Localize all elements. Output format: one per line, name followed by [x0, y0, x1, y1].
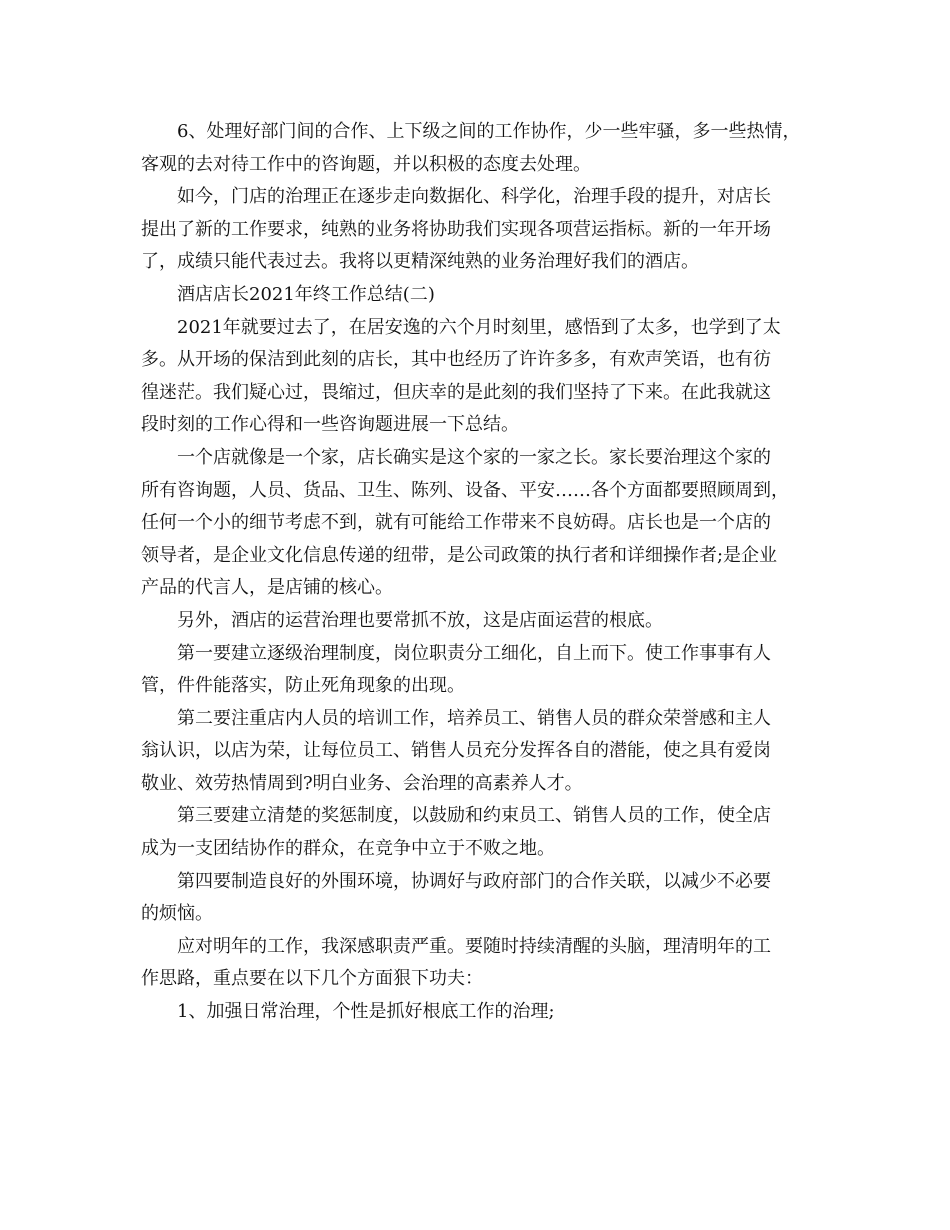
text-line: 成为一支团结协作的群众，在竞争中立于不败之地。	[141, 838, 555, 860]
paragraph-3	[141, 312, 816, 442]
text-line: 了，成绩只能代表过去。我将以更精深纯熟的业务治理好我们的酒店。	[141, 251, 699, 273]
paragraph-4	[141, 442, 816, 605]
text-line: 段时刻的工作心得和一些咨询题进展一下总结。	[141, 414, 519, 436]
text-line: 提出了新的工作要求，纯熟的业务将协助我们实现各项营运指标。新的一年开场	[141, 218, 771, 240]
text-line: 多。从开场的保洁到此刻的店长，其中也经历了许许多多，有欢声笑语，也有彷	[141, 349, 771, 371]
text-line: 翁认识，以店为荣，让每位员工、销售人员充分发挥各自的潜能，使之具有爱岗	[141, 740, 771, 762]
text-line: 1、加强日常治理，个性是抓好根底工作的治理;	[177, 1001, 555, 1023]
text-line: 任何一个小的细节考虑不到，就有可能给工作带来不良妨碍。店长也是一个店的	[141, 512, 771, 534]
paragraph-7	[141, 703, 816, 801]
text-line: 领导者，是企业文化信息传递的纽带，是公司政策的执行者和详细操作者;是企业	[141, 544, 778, 566]
paragraph-9	[141, 866, 816, 931]
text-line: 客观的去对待工作中的咨询题，并以积极的态度去处理。	[141, 153, 591, 175]
paragraph-10	[141, 931, 816, 996]
text-line: 6、处理好部门间的合作、上下级之间的工作协作，少一些牢骚，多一些热情，	[177, 121, 801, 142]
text-line: 2021年就要过去了，在居安逸的六个月时刻里，感悟到了太多，也学到了太	[177, 316, 781, 338]
paragraph-2	[141, 181, 816, 279]
text-line: 第一要建立逐级治理制度，岗位职责分工细化，自上而下。使工作事事有人	[177, 642, 771, 664]
text-line: 产品的代言人，是店铺的核心。	[141, 577, 393, 599]
paragraph-6	[141, 638, 816, 703]
section-heading	[141, 279, 816, 312]
paragraph-8	[141, 800, 816, 865]
text-line: 如今，门店的治理正在逐步走向数据化、科学化，治理手段的提升，对店长	[177, 186, 771, 208]
text-line: 第三要建立清楚的奖惩制度，以鼓励和约束员工、销售人员的工作，使全店	[177, 805, 771, 827]
text-line: 所有咨询题，人员、货品、卫生、陈列、设备、平安……各个方面都要照顾周到，	[141, 479, 789, 501]
text-line: 敬业、效劳热情周到?明白业务、会治理的高素养人才。	[141, 772, 583, 794]
paragraph-11	[141, 996, 816, 1029]
paragraph-5	[141, 605, 816, 638]
paragraph-1	[141, 116, 816, 181]
text-line: 另外，酒店的运营治理也要常抓不放，这是店面运营的根底。	[177, 609, 663, 631]
text-line: 酒店店长2021年终工作总结(二)	[177, 283, 435, 305]
text-line: 应对明年的工作，我深感职责严重。要随时持续清醒的头脑，理清明年的工	[177, 935, 771, 957]
text-line: 第二要注重店内人员的培训工作，培养员工、销售人员的群众荣誉感和主人	[177, 707, 771, 729]
text-line: 作思路，重点要在以下几个方面狠下功夫：	[141, 968, 483, 990]
text-line: 第四要制造良好的外围环境，协调好与政府部门的合作关联，以减少不必要	[177, 870, 771, 892]
document-body	[141, 116, 816, 1029]
text-line: 的烦恼。	[141, 903, 213, 925]
text-line: 管，件件能落实，防止死角现象的出现。	[141, 675, 465, 697]
text-line: 一个店就像是一个家，店长确实是这个家的一家之长。家长要治理这个家的	[177, 446, 771, 468]
text-line: 徨迷茫。我们疑心过，畏缩过，但庆幸的是此刻的我们坚持了下来。在此我就这	[141, 381, 771, 403]
